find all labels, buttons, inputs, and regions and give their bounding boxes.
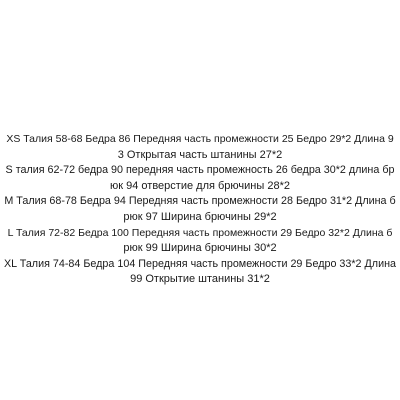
size-l-line-1: L Талия 72-82 Бедра 100 Передняя часть промежности 29 Бедро 32*2 Длина б <box>7 226 393 239</box>
size-m-line-2: рюк 97 Ширина брючины 29*2 <box>123 210 277 223</box>
size-xs-line-2: 3 Открытая часть штанины 27*2 <box>117 148 283 161</box>
size-xs-line-1: XS Талия 58-68 Бедра 86 Передняя часть промежности 25 Бедро 29*2 Длина 9 <box>6 133 394 145</box>
size-xl-line-2: 99 Открытие штанины 31*2 <box>130 273 270 286</box>
size-s-line-1: S талия 62-72 бедра 90 передняя часть промежность 26 бедра 30*2 длина бр <box>5 164 395 177</box>
size-m-line-1: M Талия 68-78 Бедра 94 Передняя часть промежности 28 Бедро 31*2 Длина б <box>4 195 396 208</box>
size-l-line-2: рюк 99 Ширина брючины 30*2 <box>123 242 277 255</box>
size-xl-line-1: XL Талия 74-84 Бедра 104 Передняя часть промежности 29 Бедро 33*2 Длина <box>4 257 396 270</box>
size-s-line-2: юк 94 отверстие для брючины 28*2 <box>110 179 290 192</box>
size-chart-text <box>0 132 400 288</box>
